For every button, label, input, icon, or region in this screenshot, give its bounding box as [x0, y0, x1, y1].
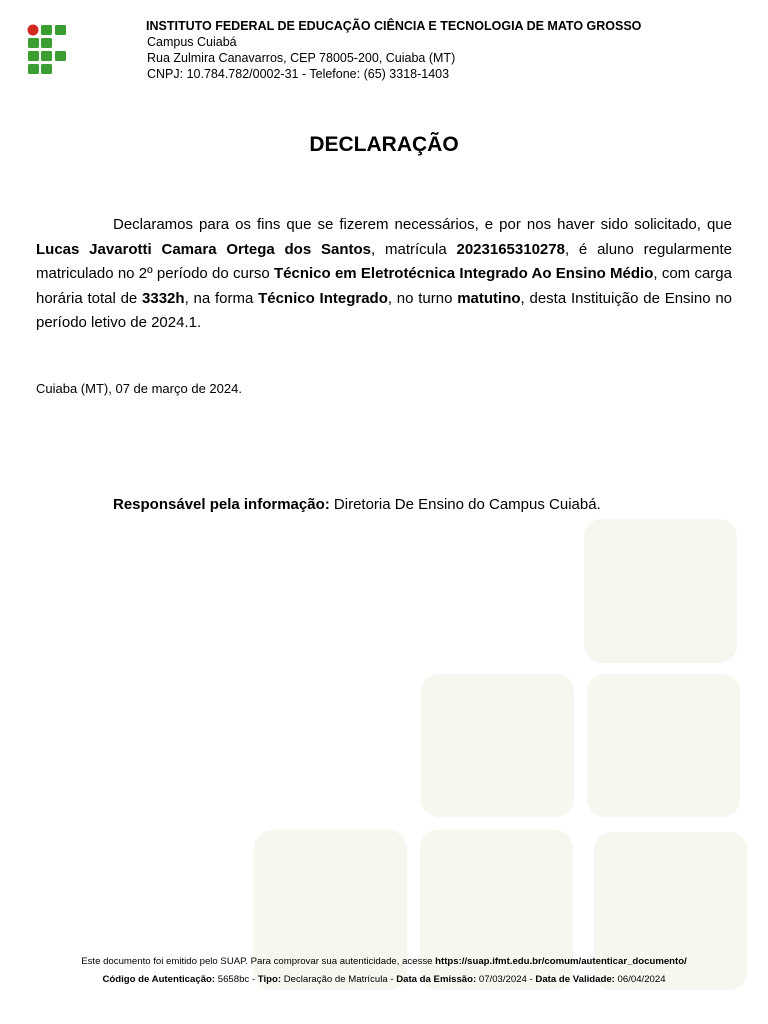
issue-date-value: 07/03/2024 -	[476, 974, 536, 985]
responsible-value: Diretoria De Ensino do Campus Cuiabá.	[329, 496, 601, 513]
total-hours: 3332h	[142, 289, 185, 307]
contact-line: CNPJ: 10.784.782/0002-31 - Telefone: (65) 3318-1403	[147, 67, 450, 81]
body-text-segment: Declaramos para os fins que se fizerem necessários, e por nos haver sido solicitado, que	[113, 216, 732, 233]
issue-date-label: Data da Emissão:	[396, 974, 477, 985]
address-line: Rua Zulmira Canavarros, CEP 78005-200, Cuiaba (MT)	[147, 51, 456, 65]
authenticity-text: Este documento foi emitido pelo SUAP. Para comprovar sua autenticidade, acesse	[81, 956, 436, 967]
student-name: Lucas Javarotti Camara Ortega dos Santos	[36, 240, 372, 258]
validity-date-value: 06/04/2024	[614, 974, 666, 985]
authenticity-url[interactable]: https://suap.ifmt.edu.br/comum/autenticar_documento/	[435, 956, 687, 967]
validity-date-label: Data de Validade:	[535, 974, 615, 985]
watermark-block	[587, 674, 740, 817]
body-text-segment: , desta Instituição de Ensino no período letivo de 2024.1.	[36, 289, 733, 331]
responsible-label: Responsável pela informação:	[113, 496, 330, 513]
body-text-segment: , com carga horária total de	[36, 265, 732, 307]
registration-number: 2023165310278	[456, 240, 565, 258]
shift: matutino	[457, 289, 521, 307]
document-metadata	[0, 974, 768, 985]
place-date-line: Cuiaba (MT), 07 de março de 2024.	[36, 381, 242, 396]
watermark-block	[584, 519, 737, 663]
authenticity-note	[0, 956, 768, 967]
institution-name: INSTITUTO FEDERAL DE EDUCAÇÃO CIÊNCIA E TECNOLOGIA DE MATO GROSSO	[146, 19, 642, 33]
type-value: Declaração de Matrícula -	[281, 974, 397, 985]
course-form: Técnico Integrado	[258, 289, 388, 307]
body-text-segment: , é aluno regularmente matriculado no 2º período do curso	[36, 240, 732, 282]
auth-code-label: Código de Autenticação:	[102, 974, 216, 985]
document-header	[147, 18, 727, 82]
course-name: Técnico em Eletrotécnica Integrado Ao Ensino Médio	[274, 265, 654, 282]
body-text-segment: , na forma	[184, 289, 259, 307]
campus-name: Campus Cuiabá	[147, 35, 237, 49]
body-text-segment: , matrícula	[371, 240, 457, 258]
auth-code-value: 5658bc -	[215, 974, 258, 985]
watermark-block	[421, 674, 574, 817]
type-label: Tipo:	[257, 974, 282, 985]
document-title: DECLARAÇÃO	[309, 133, 459, 156]
ifmt-logo-icon	[27, 24, 69, 74]
declaration-paragraph	[36, 213, 732, 336]
responsible-line	[113, 496, 601, 513]
body-text-segment: , no turno	[387, 289, 458, 307]
